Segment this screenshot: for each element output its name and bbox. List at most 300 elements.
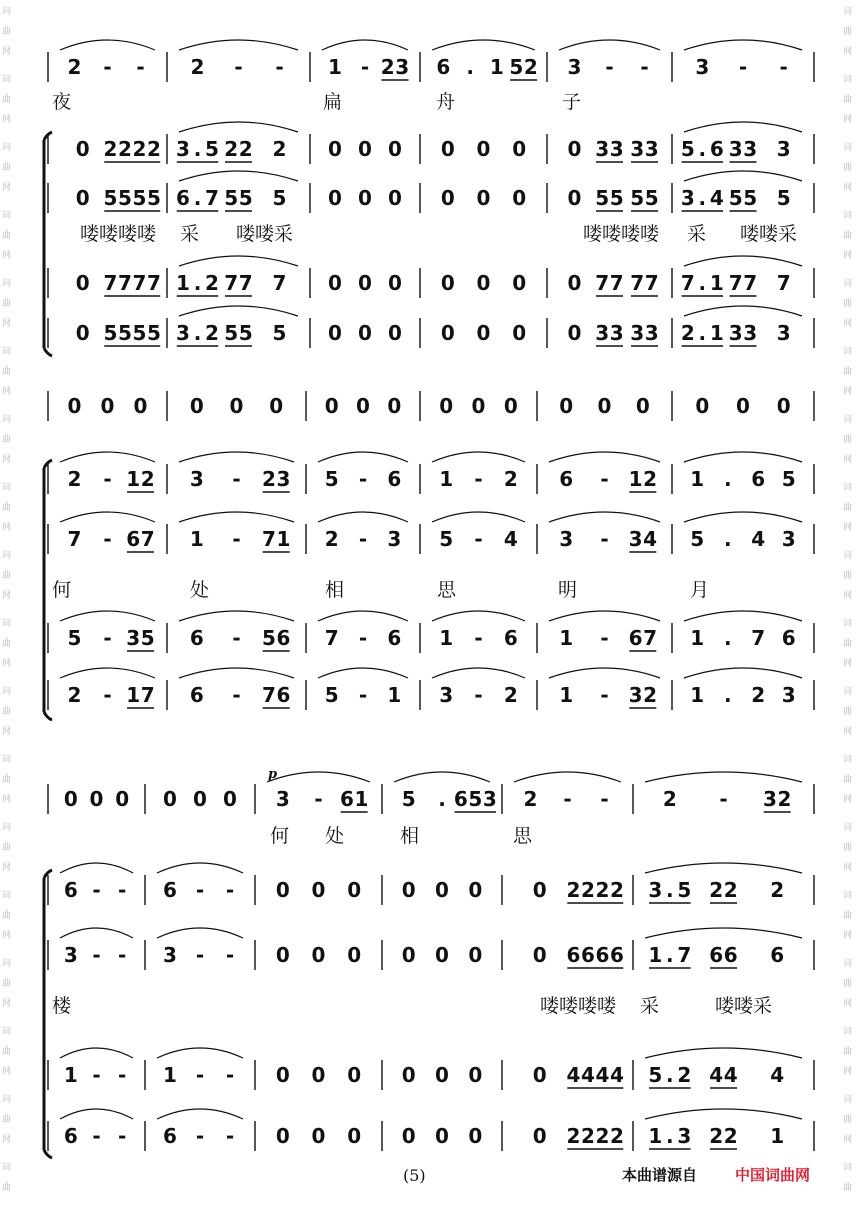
jianpu-note: 4 <box>751 527 766 551</box>
watermark-char: 词 <box>843 1095 853 1105</box>
jianpu-note: 3 <box>482 787 497 811</box>
jianpu-note: - <box>92 1063 101 1087</box>
jianpu-note: - <box>275 55 284 79</box>
jianpu-note: 4 <box>581 1063 595 1087</box>
watermark-char: 曲 <box>2 27 12 37</box>
measure <box>439 467 518 491</box>
jianpu-note: 4 <box>643 527 658 551</box>
jianpu-note: - <box>225 1063 235 1087</box>
jianpu-note: 2 <box>503 467 518 491</box>
jianpu-note: . <box>698 186 707 210</box>
measure <box>441 271 526 295</box>
jianpu-note: 1 <box>559 626 574 650</box>
jianpu-note: 1 <box>163 1063 177 1087</box>
jianpu-note: . <box>666 1063 674 1087</box>
jianpu-note: 0 <box>476 271 491 295</box>
watermark-char: 词 <box>843 891 853 901</box>
jianpu-note: 6 <box>276 683 291 707</box>
jianpu-note: 5 <box>224 321 239 345</box>
watermark-char: 曲 <box>2 775 12 785</box>
watermark-char: 词 <box>843 1027 853 1037</box>
jianpu-note: - <box>232 626 241 650</box>
measure <box>328 321 402 345</box>
measure <box>533 943 624 968</box>
jianpu-note: - <box>118 1063 127 1087</box>
watermark-char: 网 <box>2 727 12 737</box>
jianpu-note: - <box>92 1124 101 1148</box>
watermark-char: 网 <box>2 659 12 669</box>
jianpu-note: 0 <box>567 271 582 295</box>
jianpu-note: 3 <box>628 527 643 551</box>
watermark-char: 曲 <box>843 707 853 717</box>
jianpu-note: 0 <box>387 394 402 418</box>
jianpu-note: 0 <box>328 321 342 345</box>
measure <box>190 394 283 418</box>
jianpu-note: - <box>225 878 235 902</box>
jianpu-note: 6 <box>566 943 581 967</box>
watermark-char: 曲 <box>2 299 12 309</box>
jianpu-note: . <box>666 878 674 902</box>
jianpu-note: . <box>193 186 202 210</box>
watermark-char: 词 <box>843 75 853 85</box>
watermark-char: 网 <box>2 1135 12 1145</box>
lyric-text: 处 <box>190 579 210 601</box>
watermark-right-column <box>843 5 852 1193</box>
slur <box>179 40 298 50</box>
measure <box>559 394 650 418</box>
jianpu-note: 5 <box>781 467 796 491</box>
jianpu-note: - <box>195 1063 205 1087</box>
measure <box>64 943 126 967</box>
watermark-char: 网 <box>2 999 12 1009</box>
jianpu-note: 6 <box>595 943 610 967</box>
jianpu-note: - <box>358 626 368 650</box>
jianpu-note: 5 <box>468 787 483 811</box>
slur <box>318 512 408 522</box>
jianpu-note: 7 <box>595 271 610 295</box>
measure <box>533 1124 624 1149</box>
jianpu-note: 7 <box>261 683 276 707</box>
jianpu-note: 4 <box>709 1063 724 1087</box>
jianpu-note: 5 <box>103 321 118 345</box>
jianpu-note: 2 <box>723 878 738 902</box>
jianpu-note: 1 <box>489 55 504 79</box>
measure <box>163 1124 234 1148</box>
jianpu-note: 3 <box>595 321 610 345</box>
jianpu-note: 3 <box>762 787 777 811</box>
jianpu-note: 7 <box>609 271 624 295</box>
jianpu-note: 3 <box>276 467 291 491</box>
measure <box>568 186 659 211</box>
slur <box>318 611 408 621</box>
jianpu-note: 3 <box>695 55 710 79</box>
jianpu-note: 0 <box>229 394 244 418</box>
jianpu-note: 6 <box>581 943 595 967</box>
jianpu-note: - <box>358 467 368 491</box>
watermark-char: 网 <box>843 795 853 805</box>
watermark-char: 词 <box>2 211 12 221</box>
jianpu-note: 3 <box>559 527 574 551</box>
jianpu-note: 2 <box>595 878 610 902</box>
jianpu-note: - <box>103 467 112 491</box>
jianpu-note: 2 <box>272 137 287 161</box>
watermark-char: 网 <box>2 115 12 125</box>
measure <box>439 527 518 551</box>
system-2 <box>44 391 814 720</box>
watermark-char: 曲 <box>2 1183 12 1193</box>
jianpu-note: - <box>719 787 728 811</box>
jianpu-note: - <box>474 467 483 491</box>
jianpu-note: 1 <box>126 683 141 707</box>
jianpu-note: 5 <box>439 527 454 551</box>
jianpu-note: 0 <box>275 943 290 967</box>
jianpu-note: 0 <box>388 186 402 210</box>
measure <box>64 1063 126 1087</box>
jianpu-note: 0 <box>532 1124 547 1148</box>
slur <box>318 668 408 678</box>
slur <box>179 512 294 522</box>
jianpu-note: 1 <box>628 467 643 491</box>
jianpu-note: 1 <box>648 943 663 967</box>
jianpu-note: 0 <box>401 878 416 902</box>
jianpu-note: - <box>605 55 614 79</box>
jianpu-note: 0 <box>435 943 449 967</box>
jianpu-note: 4 <box>723 1063 738 1087</box>
watermark-char: 词 <box>2 687 12 697</box>
watermark-char: 词 <box>2 279 12 289</box>
jianpu-note: 0 <box>567 321 582 345</box>
slur <box>267 772 370 782</box>
lyric-text: 楼 <box>52 995 72 1017</box>
jianpu-note: 7 <box>728 271 743 295</box>
jianpu-note: - <box>118 878 127 902</box>
jianpu-note: 6 <box>781 626 796 650</box>
slur <box>318 452 408 462</box>
slur <box>684 512 802 522</box>
jianpu-note: . <box>466 55 474 79</box>
watermark-char: 曲 <box>2 843 12 853</box>
jianpu-note: 4 <box>595 1063 610 1087</box>
measure <box>328 271 402 295</box>
watermark-char: 网 <box>843 931 853 941</box>
jianpu-note: 7 <box>677 943 692 967</box>
measure <box>441 137 526 161</box>
jianpu-note: 5 <box>147 186 161 210</box>
jianpu-note: 0 <box>388 321 402 345</box>
jianpu-note: 0 <box>635 394 650 418</box>
jianpu-note: 3 <box>387 527 402 551</box>
jianpu-note: 5 <box>118 321 132 345</box>
jianpu-note: . <box>723 527 732 551</box>
slur <box>179 611 294 621</box>
jianpu-note: 3 <box>395 55 410 79</box>
measure <box>695 394 790 418</box>
watermark-char: 曲 <box>2 435 12 445</box>
measure <box>402 1063 483 1087</box>
jianpu-note: 3 <box>630 321 645 345</box>
jianpu-note: 3 <box>781 683 796 707</box>
staff-4 <box>48 256 814 298</box>
jianpu-note: 0 <box>311 878 326 902</box>
jianpu-note: 6 <box>339 787 354 811</box>
slur <box>684 306 802 316</box>
measure <box>176 137 286 162</box>
jianpu-note: 0 <box>435 878 449 902</box>
watermark-char: 曲 <box>2 503 12 513</box>
jianpu-note: 3 <box>609 137 624 161</box>
measure <box>568 137 659 162</box>
jianpu-note: 0 <box>275 878 290 902</box>
slur <box>157 1048 243 1058</box>
measure <box>276 1124 361 1148</box>
watermark-char: 曲 <box>843 367 853 377</box>
jianpu-note: 3 <box>439 683 454 707</box>
measure <box>648 1063 784 1088</box>
jianpu-note: 2 <box>662 787 677 811</box>
jianpu-note: 4 <box>709 186 724 210</box>
watermark-char: 曲 <box>843 1047 853 1057</box>
jianpu-note: - <box>232 683 241 707</box>
jianpu-note: 0 <box>695 394 710 418</box>
watermark-char: 曲 <box>2 639 12 649</box>
site-name-link[interactable]: 中国词曲网 <box>735 1166 811 1184</box>
jianpu-note: 3 <box>743 321 758 345</box>
lyric-text: 采 <box>687 223 707 245</box>
watermark-char: 曲 <box>843 639 853 649</box>
staff-1 <box>48 767 814 847</box>
jianpu-note: 6 <box>387 626 402 650</box>
jianpu-note: 6 <box>709 137 724 161</box>
jianpu-note: 2 <box>140 467 155 491</box>
jianpu-note: 1 <box>439 467 454 491</box>
measure <box>524 787 609 811</box>
watermark-char: 词 <box>2 1095 12 1105</box>
measure <box>402 787 497 812</box>
staff-4 <box>48 611 814 653</box>
slur <box>179 122 298 132</box>
watermark-left-column <box>2 5 11 1193</box>
measure <box>64 1124 126 1148</box>
jianpu-note: 0 <box>471 394 486 418</box>
measure <box>68 683 155 708</box>
jianpu-note: 5 <box>140 626 155 650</box>
jianpu-note: 0 <box>358 271 372 295</box>
dynamic-marking: p <box>268 767 278 782</box>
measure <box>568 321 659 346</box>
jianpu-note: 2 <box>581 878 595 902</box>
jianpu-note: 4 <box>770 1063 785 1087</box>
jianpu-note: 5 <box>272 321 287 345</box>
jianpu-note: - <box>195 1124 205 1148</box>
measure <box>163 943 234 967</box>
watermark-char: 曲 <box>843 1183 853 1193</box>
jianpu-note: - <box>232 527 241 551</box>
watermark-char: 词 <box>2 347 12 357</box>
watermark-char: 网 <box>843 1067 853 1077</box>
jianpu-note: 1 <box>328 55 342 79</box>
jianpu-note: . <box>666 943 674 967</box>
jianpu-note: - <box>103 527 112 551</box>
measure <box>568 55 649 79</box>
jianpu-note: . <box>666 1124 674 1148</box>
watermark-char: 词 <box>843 415 853 425</box>
jianpu-note: 5 <box>743 186 758 210</box>
jianpu-note: 4 <box>503 527 518 551</box>
jianpu-note: 2 <box>523 55 538 79</box>
watermark-char: 词 <box>2 143 12 153</box>
staff-bracket <box>44 870 52 1158</box>
watermark-char: 网 <box>843 999 853 1009</box>
jianpu-note: 0 <box>476 186 491 210</box>
jianpu-note: 0 <box>401 943 416 967</box>
watermark-char: 曲 <box>843 979 853 989</box>
slur <box>645 1109 802 1119</box>
jianpu-note: 0 <box>311 943 326 967</box>
jianpu-note: 2 <box>380 55 395 79</box>
jianpu-note: . <box>193 321 202 345</box>
watermark-char: 词 <box>843 279 853 289</box>
jianpu-note: 3 <box>275 787 290 811</box>
measure <box>328 186 402 210</box>
measure <box>568 271 659 296</box>
measure <box>559 527 657 552</box>
jianpu-note: 6 <box>126 527 141 551</box>
jianpu-note: 0 <box>347 1063 362 1087</box>
jianpu-note: 0 <box>401 1124 416 1148</box>
jianpu-note: 1 <box>439 626 454 650</box>
watermark-char: 词 <box>843 619 853 629</box>
jianpu-note: - <box>225 1124 235 1148</box>
jianpu-note: - <box>738 55 748 79</box>
watermark-char: 曲 <box>843 571 853 581</box>
jianpu-note: 6 <box>709 943 724 967</box>
jianpu-note: 6 <box>503 626 518 650</box>
measure <box>681 321 791 346</box>
lyric-text: 子 <box>562 91 582 113</box>
jianpu-note: 5 <box>238 186 253 210</box>
jianpu-note: 2 <box>643 683 658 707</box>
watermark-char: 网 <box>843 523 853 533</box>
jianpu-note: 0 <box>328 271 342 295</box>
watermark-char: 网 <box>843 183 853 193</box>
staff-5 <box>48 668 814 710</box>
jianpu-note: 3 <box>644 137 659 161</box>
jianpu-note: 3 <box>628 683 643 707</box>
jianpu-note: 2 <box>205 271 219 295</box>
jianpu-note: 2 <box>677 1063 692 1087</box>
jianpu-note: 1 <box>690 467 705 491</box>
slur <box>432 611 525 621</box>
measure <box>402 878 483 902</box>
measure <box>325 626 402 650</box>
jianpu-note: 5 <box>776 186 791 210</box>
jianpu-note: 0 <box>435 1063 449 1087</box>
jianpu-note: 4 <box>566 1063 581 1087</box>
slur <box>179 256 298 266</box>
jianpu-note: 0 <box>275 1124 290 1148</box>
watermark-char: 网 <box>2 319 12 329</box>
measure <box>439 626 518 650</box>
jianpu-note: 0 <box>328 137 342 161</box>
watermark-char: 词 <box>843 143 853 153</box>
jianpu-note: 3 <box>648 878 663 902</box>
measure <box>68 527 155 552</box>
slur <box>432 452 525 462</box>
measure <box>190 467 291 492</box>
jianpu-note: - <box>358 527 368 551</box>
slur <box>60 863 133 873</box>
jianpu-note: 0 <box>347 878 362 902</box>
watermark-char: 曲 <box>843 1115 853 1125</box>
jianpu-note: 3 <box>189 467 204 491</box>
jianpu-note: 0 <box>736 394 750 418</box>
jianpu-note: - <box>92 878 101 902</box>
jianpu-note: . <box>723 467 732 491</box>
jianpu-note: - <box>563 787 572 811</box>
watermark-char: 词 <box>843 211 853 221</box>
jianpu-note: 0 <box>512 321 527 345</box>
measure <box>648 1124 784 1149</box>
watermark-char: 曲 <box>843 95 853 105</box>
measure <box>276 1063 361 1087</box>
jianpu-note: 6 <box>723 943 738 967</box>
watermark-char: 曲 <box>2 163 12 173</box>
staff-1 <box>48 391 814 421</box>
jianpu-note: 6 <box>387 467 402 491</box>
watermark-char: 词 <box>2 891 12 901</box>
measure <box>441 186 526 210</box>
jianpu-note: 5 <box>205 137 219 161</box>
jianpu-note: 5 <box>630 186 645 210</box>
slur <box>179 668 294 678</box>
watermark-char: 词 <box>2 755 12 765</box>
watermark-char: 曲 <box>2 911 12 921</box>
jianpu-note: 2 <box>190 55 205 79</box>
slur <box>322 40 408 50</box>
slur <box>60 1109 133 1119</box>
slur <box>60 611 155 621</box>
jianpu-note: 0 <box>388 271 402 295</box>
watermark-char: 曲 <box>843 843 853 853</box>
jianpu-note: 5 <box>680 137 695 161</box>
jianpu-note: 0 <box>189 394 204 418</box>
jianpu-note: 5 <box>238 321 253 345</box>
measure <box>648 943 784 968</box>
jianpu-note: 2 <box>118 137 132 161</box>
staff-5 <box>48 306 814 348</box>
jianpu-note: 0 <box>328 186 342 210</box>
jianpu-note: 1 <box>690 683 705 707</box>
watermark-char: 曲 <box>843 503 853 513</box>
jianpu-note: 2 <box>709 1124 724 1148</box>
watermark-char: 词 <box>843 755 853 765</box>
jianpu-note: 0 <box>532 943 547 967</box>
jianpu-note: 0 <box>347 943 362 967</box>
slur <box>645 928 802 938</box>
jianpu-note: 0 <box>512 186 527 210</box>
jianpu-note: 5 <box>690 527 705 551</box>
watermark-char: 曲 <box>843 435 853 445</box>
jianpu-note: 3 <box>781 527 796 551</box>
jianpu-note: 3 <box>677 1124 692 1148</box>
jianpu-note: 7 <box>272 271 287 295</box>
watermark-char: 网 <box>843 47 853 57</box>
watermark-char: 曲 <box>2 1047 12 1057</box>
jianpu-note: 0 <box>163 787 177 811</box>
jianpu-note: . <box>193 271 202 295</box>
jianpu-note: 2 <box>67 55 82 79</box>
jianpu-note: 7 <box>132 271 147 295</box>
